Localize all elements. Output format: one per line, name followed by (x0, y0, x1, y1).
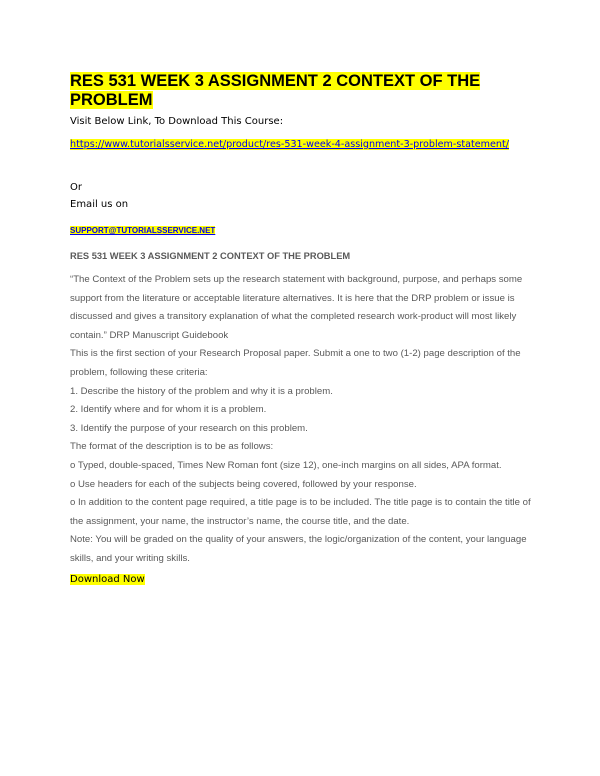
assignment-body (70, 271, 532, 569)
email-text: Email us on (70, 199, 129, 210)
format-item: o Use headers for each of the subjects being covered, followed by your response. (70, 478, 417, 490)
grading-note: Note: You will be graded on the quality of your answers, the logic/organization of the content, your language skills, and your writing skills. (70, 534, 527, 564)
criteria-item: 1. Describe the history of the problem and why it is a problem. (70, 385, 333, 397)
intro-paragraph: This is the first section of your Research Proposal paper. Submit a one to two (1-2) page description of the problem, following these criteria: (70, 348, 521, 378)
context-quote: “The Context of the Problem sets up the research statement with background, purpose, and perhaps some support from the literature or acceptable literature alternatives. It is here that the DRP problem or issue is discussed and gives a transitory explanation of what the completed research work-product will most likely contain.” DRP Manuscript Guidebook (70, 274, 523, 341)
criteria-item: 3. Identify the purpose of your research on this problem. (70, 422, 308, 434)
criteria-item: 2. Identify where and for whom it is a problem. (70, 404, 267, 416)
format-item: o In addition to the content page required, a title page is to be included. The title page is to contain the title of the assignment, your name, the instructor’s name, the course title, and the date. (70, 497, 531, 527)
visit-text: Visit Below Link, To Download This Course: (70, 116, 284, 127)
or-text: Or (70, 182, 82, 193)
format-item: o Typed, double-spaced, Times New Roman font (size 12), one-inch margins on all sides, APA format. (70, 459, 502, 471)
download-now-link[interactable]: Download Now (70, 573, 145, 585)
format-intro: The format of the description is to be as follows: (70, 441, 274, 453)
page-title: RES 531 WEEK 3 ASSIGNMENT 2 CONTEXT OF THE PROBLEM (70, 72, 481, 109)
course-link[interactable]: https://www.tutorialsservice.net/product/res-531-week-4-assignment-3-problem-statement/ (70, 139, 509, 150)
support-email-link[interactable]: SUPPORT@TUTORIALSSERVICE.NET (70, 226, 216, 235)
section-heading: RES 531 WEEK 3 ASSIGNMENT 2 CONTEXT OF THE PROBLEM (70, 251, 351, 261)
